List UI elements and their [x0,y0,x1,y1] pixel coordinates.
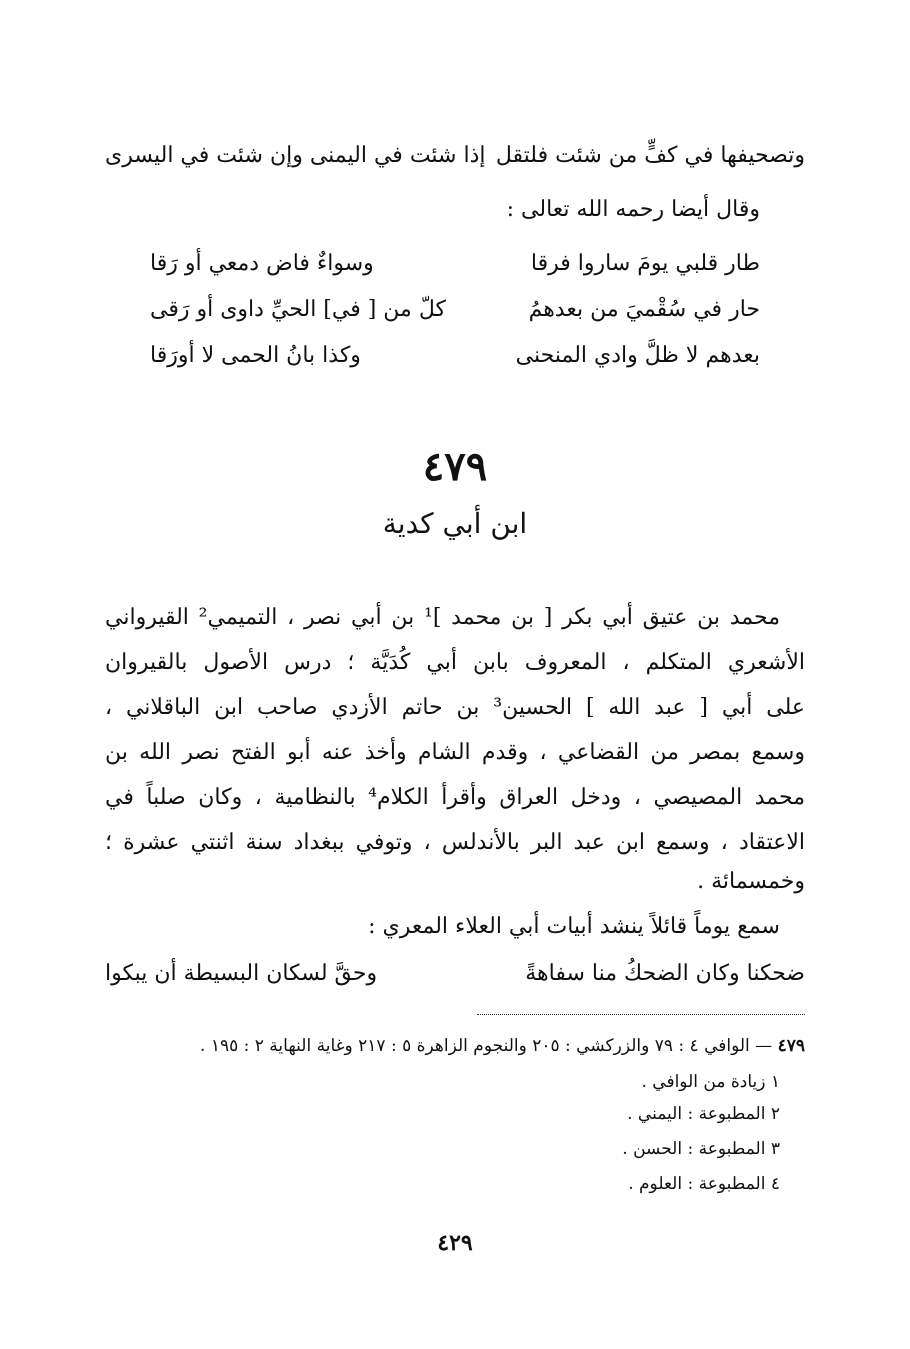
quote-intro: سمع يوماً قائلاً ينشد أبيات أبي العلاء المعري : [368,914,780,939]
body-line: وخمسمائة . [697,869,805,894]
verse-hemistich-second: وكذا بانُ الحمى لا أورَقا [150,343,361,368]
verse-hemistich-second: وسواءٌ فاض دمعي أو رَقا [150,251,374,276]
footnote-sources-text: — الوافي ٤ : ٧٩ والزركشي : ٢٠٥ والنجوم الزاهرة ٥ : ٢١٧ وغاية النهاية ٢ : ١٩٥ . [200,1036,773,1056]
footnote-entry-number: ٤٧٩ [777,1036,805,1056]
body-line: محمد المصيصي ، ودخل العراق وأقرأ الكلام⁴ بالنظامية ، وكان صلباً في [105,785,806,810]
footnote: ٢ المطبوعة : اليمني . [627,1104,780,1124]
page-number: ٤٢٩ [437,1230,473,1256]
verse-line [150,334,760,378]
body-line: وسمع بمصر من القضاعي ، وقدم الشام وأخذ عنه أبو الفتح نصر الله بن [105,740,805,765]
verse-hemistich-second: وحقَّ لسكان البسيطة أن يبكوا [105,961,378,986]
footnote-sources [105,1030,805,1062]
verse-line [105,952,805,996]
body-line: محمد بن عتيق أبي بكر [ بن محمد ]¹ بن أبي نصر ، التميمي² القيرواني [105,605,780,630]
verse-hemistich-second: كلّ من [ في] الحيِّ داوى أو رَقى [150,297,446,322]
verse-hemistich-first: بعدهم لا ظلَّ وادي المنحنى [515,343,760,368]
verse-line [105,134,805,178]
body-line: الأشعري المتكلم ، المعروف بابن أبي كُدَيَّة ؛ درس الأصول بالقيروان [105,650,805,675]
verse-hemistich-first: ضحكنا وكان الضحكُ منا سفاهةً [525,961,805,986]
verse-hemistich-second: إذا شئت في اليمنى وإن شئت في اليسرى [105,143,486,168]
body-line: على أبي [ عبد الله ] الحسين³ بن حاتم الأزدي صاحب ابن الباقلاني ، [105,695,806,720]
entry-number: ٤٧٩ [422,443,488,490]
body-line: الاعتقاد ، وسمع ابن عبد البر بالأندلس ، وتوفي ببغداد سنة اثنتي عشرة ؛ [105,830,805,855]
verse-line [150,288,760,332]
verse-line [150,242,760,286]
footnote: ٤ المطبوعة : العلوم . [628,1174,780,1194]
footnote: ٣ المطبوعة : الحسن . [622,1139,780,1159]
verse-hemistich-first: حار في سُقْميَ من بعدهمُ [528,297,760,322]
footnote-separator [477,1014,805,1015]
verse-hemistich-first: وتصحيفها في كفٍّ من شئت فلتقل [495,143,805,168]
verse-hemistich-first: طار قلبي يومَ ساروا فرقا [530,251,760,276]
footnote: ١ زيادة من الوافي . [641,1072,780,1092]
poem-intro: وقال أيضا رحمه الله تعالى : [506,197,760,222]
entry-title: ابن أبي كدية [382,507,528,540]
